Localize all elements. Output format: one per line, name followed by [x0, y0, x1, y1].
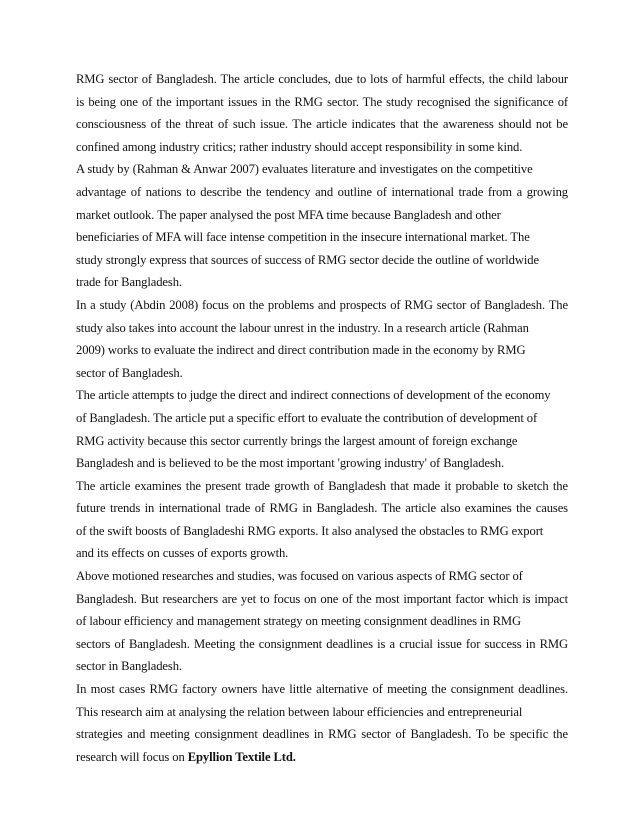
text-line: and its effects on cusses of exports growth. [76, 546, 289, 561]
text-line: In a study (Abdin 2008) focus on the problems and prospects of RMG sector of Bangladesh. The [76, 297, 568, 312]
text-line: of Bangladesh. The article put a specific effort to evaluate the contribution of development of [76, 410, 538, 425]
body-text [76, 68, 568, 768]
text-line: consciousness of the threat of such issue. The article indicates that the awareness should not be [76, 117, 568, 132]
text-line: A study by (Rahman & Anwar 2007) evaluates literature and investigates on the competitive [76, 162, 533, 177]
final-line-prefix: research will focus on [76, 749, 188, 764]
text-line: sectors of Bangladesh. Meeting the consignment deadlines is a crucial issue for success in RMG [76, 636, 568, 651]
text-line: trade for Bangladesh. [76, 275, 182, 290]
text-line: 2009) works to evaluate the indirect and direct contribution made in the economy by RMG [76, 343, 526, 358]
text-line: is being one of the important issues in the RMG sector. The study recognised the significance of [76, 94, 568, 109]
text-line: market outlook. The paper analysed the post MFA time because Bangladesh and other [76, 207, 501, 222]
text-line: In most cases RMG factory owners have little alternative of meeting the consignment deadlines. [76, 682, 568, 697]
text-line: sector in Bangladesh. [76, 659, 182, 674]
text-line: RMG activity because this sector currently brings the largest amount of foreign exchange [76, 433, 518, 448]
text-line: study also takes into account the labour unrest in the industry. In a research article (Rahman [76, 320, 529, 335]
text-line: Above motioned researches and studies, was focused on various aspects of RMG sector of [76, 569, 523, 584]
text-line: The article attempts to judge the direct and indirect connections of development of the economy [76, 388, 551, 403]
text-line: study strongly express that sources of success of RMG sector decide the outline of worldwide [76, 252, 539, 267]
text-line-final [76, 746, 568, 769]
text-line: future trends in international trade of RMG in Bangladesh. The article also examines the causes [76, 501, 568, 516]
text-line: This research aim at analysing the relation between labour efficiencies and entrepreneurial [76, 704, 523, 719]
text-line: advantage of nations to describe the tendency and outline of international trade from a growing [76, 184, 568, 199]
text-line: strategies and meeting consignment deadlines in RMG sector of Bangladesh. To be specific the [76, 727, 568, 742]
text-line: RMG sector of Bangladesh. The article concludes, due to lots of harmful effects, the child labour [76, 72, 568, 86]
text-line: of labour efficiency and management strategy on meeting consignment deadlines in RMG [76, 614, 521, 629]
text-line: beneficiaries of MFA will face intense competition in the insecure international market. The [76, 230, 530, 245]
company-name: Epyllion Textile Ltd. [187, 749, 296, 764]
text-line: confined among industry critics; rather industry should accept responsibility in some kind. [76, 139, 523, 154]
text-line: of the swift boosts of Bangladeshi RMG exports. It also analysed the obstacles to RMG export [76, 523, 544, 538]
text-line: Bangladesh and is believed to be the most important 'growing industry' of Bangladesh. [76, 456, 504, 471]
text-line: sector of Bangladesh. [76, 365, 183, 380]
text-line: Bangladesh. But researchers are yet to focus on one of the most important factor which is impact [76, 591, 568, 606]
text-line: The article examines the present trade growth of Bangladesh that made it probable to sketch the [76, 478, 568, 493]
